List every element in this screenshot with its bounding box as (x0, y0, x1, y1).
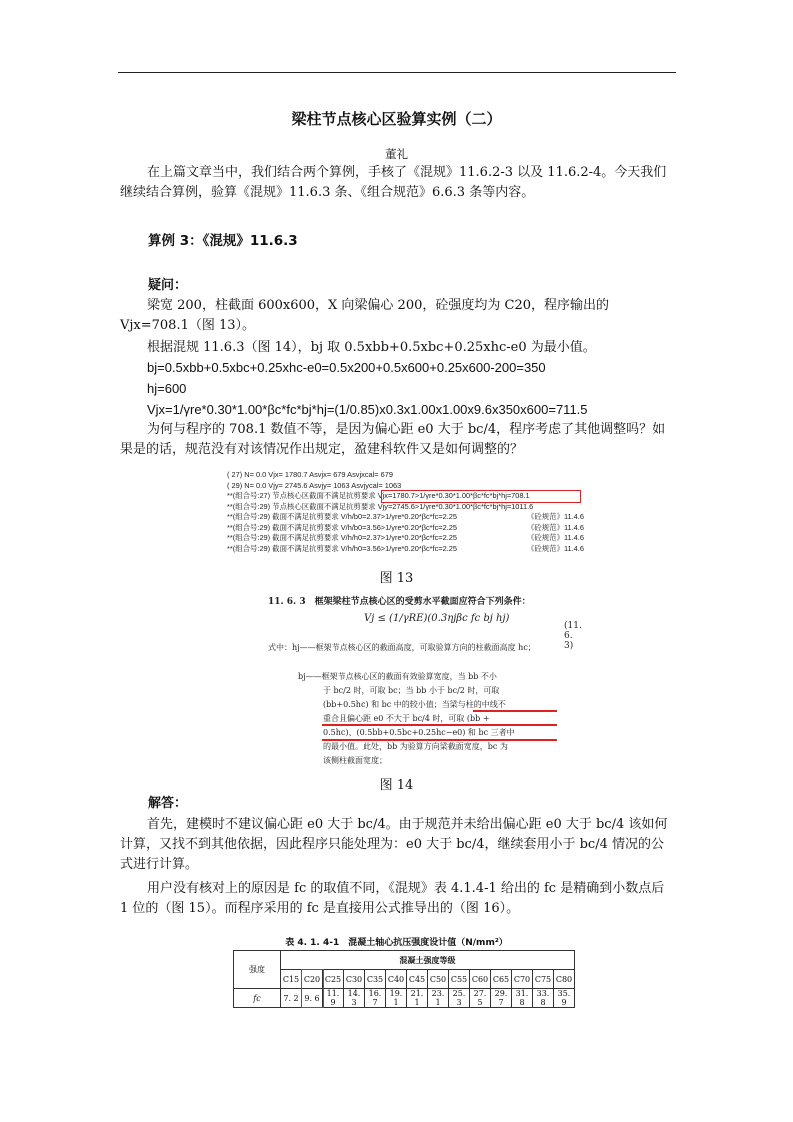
formula-bj: bj=0.5xbb+0.5xbc+0.25xhc-e0=0.5x200+0.5x600+0.25x600-200=350 (147, 360, 546, 375)
figure-13-caption: 图 13 (379, 571, 414, 586)
output-line: **(组合号:29) 节点核心区截面不满足抗剪要求 Vjy=2745.6>1/γre*0.30*1.00*βc*fc*bj*hj=1011.6 (227, 501, 534, 511)
author: 董礼 (385, 147, 408, 161)
answer-heading: 解答： (148, 796, 188, 811)
fc-cell: 9. 6 (302, 989, 323, 1008)
fc-row (234, 989, 575, 1008)
formula-hj: hj=600 (147, 381, 187, 396)
clause-title: 11. 6. 3 框架梁柱节点核心区的受剪水平截面应符合下列条件： (268, 597, 531, 607)
intro-paragraph: 在上篇文章当中，我们结合两个算例，手核了《混规》11.6.2-3 以及 11.6.2-4。今天我们继续结合算例，验算《混规》11.6.3 条、《组合规范》6.6.3 条等内容。 (120, 165, 667, 200)
fc-cell: 27. 5 (470, 989, 491, 1008)
definition-bj-line: (bb+0.5hc) 和 bc 中的较小值；当梁与柱的中线不 (323, 700, 506, 709)
output-line: **(组合号:29) 截面不满足抗剪要求 V/h/h0=3.56>1/γre*0.20*βc*fc=2.25 《砼规范》11.4.6 (227, 543, 584, 553)
group-label: 混凝土强度等级 (281, 951, 575, 970)
row-label: 强度 (234, 951, 281, 989)
fc-cell: 21. 1 (407, 989, 428, 1008)
fc-cell: 7. 2 (281, 989, 302, 1008)
output-line: **(组合号:29) 截面不满足抗剪要求 V/h/b0=3.56>1/γre*0.20*βc*fc=2.25 《砼规范》11.4.6 (227, 522, 584, 532)
concrete-strength-table (233, 950, 575, 1008)
question-p2: 根据混规 11.6.3（图 14），bj 取 0.5xbb+0.5xbc+0.25xhc-e0 为最小值。 (147, 340, 596, 355)
grade-cell: C65 (491, 970, 512, 989)
fc-cell: 31. 8 (512, 989, 533, 1008)
grade-cell: C20 (302, 970, 323, 989)
output-line: ( 29) N= 0.0 Vjy= 2745.6 Asvjy= 1063 Asvjycal= 1063 (227, 480, 402, 490)
fc-cell: 11. 9 (323, 989, 344, 1008)
definition-bj-line: 该侧柱截面宽度； (323, 756, 387, 765)
question-p3: 为何与程序的 708.1 数值不等，是因为偏心距 e0 大于 bc/4，程序考虑了其他调整吗？如果是的话，规范没有对该情况作出规定，盈建科软件又是如何调整的？ (120, 422, 666, 457)
question-p1: 梁宽 200，柱截面 600x600，X 向梁偏心 200，砼强度均为 C20，程序输出的 Vjx=708.1（图 13）。 (120, 298, 609, 333)
grade-cell: C35 (365, 970, 386, 989)
example-heading: 算例 3：《混规》11.6.3 (148, 233, 298, 249)
definition-bj-line: 重合且偏心距 e0 不大于 bc/4 时，可取 (bb + (323, 714, 490, 723)
grade-cell: C75 (533, 970, 554, 989)
answer-p1: 首先，建模时不建议偏心距 e0 大于 bc/4。由于规范并未给出偏心距 e0 大于 bc/4 该如何计算，又找不到其他依据，因此程序只能处理为：e0 大于 bc/4，继续套用小于 bc/4 情况的公式进行计算。 (120, 817, 668, 872)
grade-cell: C40 (386, 970, 407, 989)
definition-bj-line: 的最小值。此处，bb 为验算方向梁截面宽度，bc 为 (323, 742, 508, 751)
clause-equation: Vj ≤ (1/γRE)(0.3ηjβc fc bj hj) (11. 6. 3) (364, 613, 582, 651)
grade-cell: C55 (449, 970, 470, 989)
grade-cell: C70 (512, 970, 533, 989)
highlight-box-c20 (301, 969, 324, 1008)
output-line: **(组合号:29) 截面不满足抗剪要求 V/h/b0=2.37>1/γre*0.20*βc*fc=2.25 《砼规范》11.4.6 (227, 512, 584, 521)
fc-cell: 14. 3 (344, 989, 365, 1008)
output-line: **(组合号:27) 节点核心区截面不满足抗剪要求 Vjx=1780.7>1/γre*0.30*1.00*βc*fc*bj*hj=708.1 (227, 491, 530, 500)
answer-p2: 用户没有核对上的原因是 fc 的取值不同，《混规》表 4.1.4-1 给出的 fc 是精确到小数点后 1 位的（图 15）。而程序采用的 fc 是直接用公式推导出的（图 16）。 (120, 881, 665, 916)
definition-bj-line: bj——框架节点核心区的截面有效验算宽度，当 bb 不小 (298, 672, 497, 681)
grade-cell: C30 (344, 970, 365, 989)
header-rule (118, 72, 676, 73)
fc-cell: 19. 1 (386, 989, 407, 1008)
figure-14-caption: 图 14 (379, 778, 414, 793)
fc-label: fc (234, 989, 281, 1008)
question-heading: 疑问： (148, 278, 188, 293)
fc-cell: 25. 3 (449, 989, 470, 1008)
highlight-underline (322, 724, 557, 726)
fc-cell: 29. 7 (491, 989, 512, 1008)
grade-cell: C50 (428, 970, 449, 989)
grade-cell: C25 (323, 970, 344, 989)
fc-cell: 16. 7 (365, 989, 386, 1008)
fc-cell: 35. 9 (554, 989, 575, 1008)
highlight-box-vjx (381, 490, 581, 503)
grade-cell: C45 (407, 970, 428, 989)
grade-cell: C15 (281, 970, 302, 989)
fc-cell: 23. 1 (428, 989, 449, 1008)
output-line: **(组合号:29) 截面不满足抗剪要求 V/h/h0=2.37>1/γre*0.20*βc*fc=2.25 《砼规范》11.4.6 (227, 533, 584, 542)
highlight-underline (322, 739, 557, 741)
fc-cell: 33. 8 (533, 989, 554, 1008)
definition-bj-line: 0.5hc)、(0.5bb+0.5bc+0.25hc−e0) 和 bc 三者中 (323, 728, 515, 737)
grade-row (234, 970, 575, 989)
output-line: ( 27) N= 0.0 Vjx= 1780.7 Asvjx= 679 Asvjxcal= 679 (227, 470, 393, 479)
grade-cell: C60 (470, 970, 491, 989)
highlight-underline (473, 710, 557, 712)
table-caption: 表 4. 1. 4-1 混凝土轴心抗压强度设计值（N/mm²） (285, 938, 508, 948)
figure-13-output (227, 470, 597, 554)
definition-hj: 式中：hj——框架节点核心区的截面高度，可取验算方向的柱截面高度 hc； (268, 643, 536, 652)
grade-cell: C80 (554, 970, 575, 989)
definition-bj-line: 于 bc/2 时，可取 bc；当 bb 小于 bc/2 时，可取 (323, 686, 500, 695)
page-title: 梁柱节点核心区验算实例（二） (291, 110, 502, 128)
formula-vjx: Vjx=1/γre*0.30*1.00*βc*fc*bj*hj=(1/0.85)x0.3x1.00x1.00x9.6x350x600=711.5 (147, 402, 588, 417)
